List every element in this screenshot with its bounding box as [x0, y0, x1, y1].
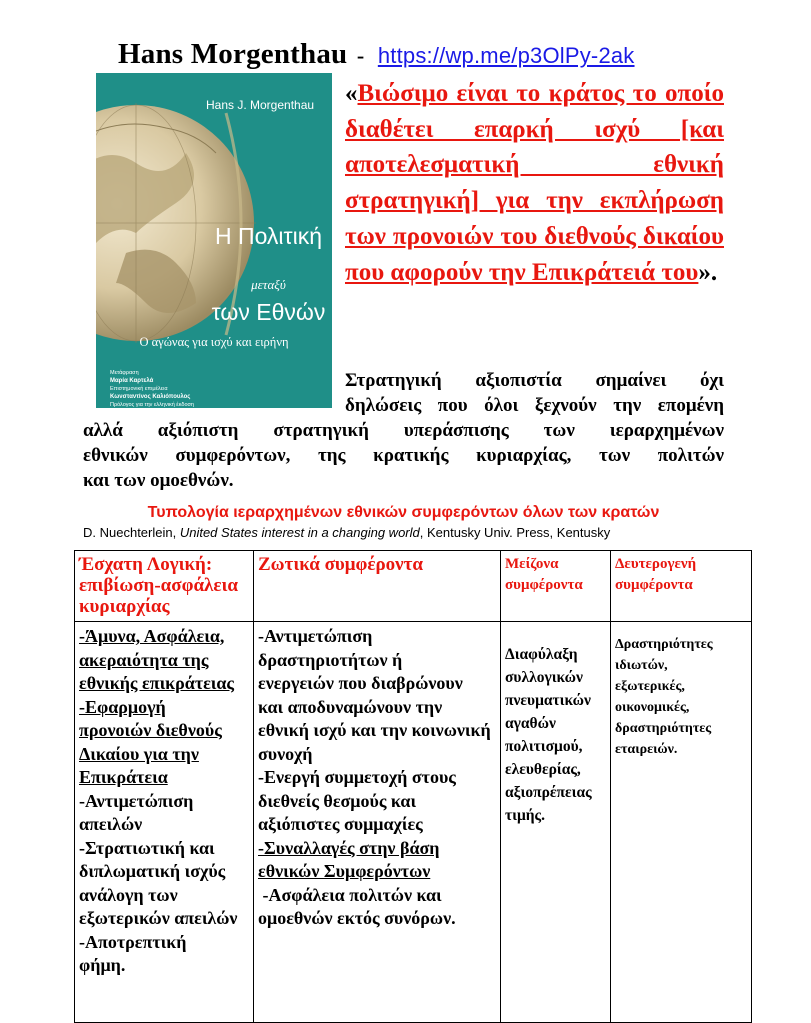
cell-line: οικονομικές,	[615, 700, 690, 715]
cell-line: εθνική ισχύ και την κοινωνική	[258, 720, 491, 740]
cover-author: Hans J. Morgenthau	[206, 98, 315, 112]
survival-cell	[75, 622, 254, 1023]
cell-line: εθνικών Συμφερόντων	[258, 861, 431, 881]
cell-line: εθνικής επικράτειας	[79, 673, 235, 693]
cell-line: -Αντιμετώπιση	[258, 626, 373, 646]
cell-line: αξιόπιστες συμμαχίες	[258, 814, 423, 834]
vital-interests-cell	[254, 622, 501, 1023]
table-header-row	[75, 551, 752, 622]
cell-line: -Άμυνα, Ασφάλεια,	[79, 626, 225, 646]
cell-line: Δραστηριότητες	[615, 637, 713, 652]
credit-role: Επιστημονική επιμέλεια	[110, 386, 168, 392]
cell-line: -Αντιμετώπιση	[79, 790, 194, 811]
cell-line: αξιοπρέπειας	[505, 784, 592, 801]
cell-line: δραστηριοτήτων ή	[258, 649, 403, 670]
major-interests-cell	[501, 622, 611, 1023]
credit-name: Μαρία Καρτελά	[110, 378, 154, 384]
table-header-cell: Ζωτικά συμφέροντα	[254, 551, 501, 622]
cover-title-line3: των Εθνών	[211, 299, 326, 325]
cell-line: εταιρειών.	[615, 742, 678, 757]
cell-line: -Ενεργή συμμετοχή στους	[258, 767, 456, 787]
cell-line: δραστηριότητες	[615, 721, 712, 736]
table-row	[75, 622, 752, 1023]
cell-line: -Ασφάλεια πολιτών και	[258, 884, 442, 905]
cell-line: διεθνείς θεσμούς και	[258, 790, 417, 811]
cell-line: -Στρατιωτική και	[79, 837, 215, 858]
main-quote	[345, 76, 724, 290]
credit-role: Πρόλογος για την ελληνική έκδοση	[110, 402, 194, 408]
page-title	[118, 38, 635, 71]
cell-line: ελευθερίας,	[505, 761, 581, 778]
cover-title-line1: Η Πολιτική	[214, 223, 323, 249]
secondary-interests-cell	[611, 622, 752, 1023]
quote-text: Βιώσιμο είναι το κράτος το οποίο διαθέτει επαρκή ισχύ [και αποτελεσματική εθνική στρατηγική] για την εκπλήρωση των προνοιών του διεθνούς δικαίου που αφορούν την Επικράτειά του	[345, 80, 724, 286]
cell-line: διπλωματική ισχύς	[79, 861, 226, 881]
paragraph-line: και των ομοεθνών.	[83, 470, 234, 491]
cell-line: Δικαίου για την	[79, 743, 199, 764]
title-dash: -	[356, 43, 365, 68]
cell-line: ομοεθνών εκτός συνόρων.	[258, 908, 456, 928]
cover-subtitle: Ο αγώνας για ισχύ και ειρήνη	[139, 335, 289, 349]
table-header-cell: Έσχατη Λογική: επιβίωση-ασφάλεια κυριαρχίας	[75, 551, 254, 622]
title-text: Hans Morgenthau	[118, 38, 348, 70]
paragraph-line: δηλώσεις που όλοι ξεχνούν την επομένη	[345, 395, 724, 416]
cell-line: ακεραιότητα της	[79, 649, 209, 670]
cell-line: συνοχή	[258, 743, 313, 764]
cell-line: πολιτισμού,	[505, 738, 583, 755]
cell-line: απειλών	[79, 814, 143, 834]
book-cover-image	[96, 73, 332, 408]
cell-line: και αποδυναμώνουν την	[258, 696, 443, 717]
cell-line: Επικράτεια	[79, 767, 168, 787]
cell-line: -Αποτρεπτική	[79, 931, 187, 952]
cover-credits-list	[110, 369, 200, 408]
cell-line: ανάλογη των	[79, 884, 178, 905]
cover-title-line2: μεταξύ	[251, 277, 286, 292]
cell-line: -Συναλλαγές στην βάση	[258, 837, 440, 858]
source-book: United States interest in a changing world	[179, 525, 420, 540]
interests-table	[74, 550, 752, 1023]
paragraph-line: Στρατηγική αξιοπιστία σημαίνει όχι	[345, 370, 724, 391]
typology-heading: Τυπολογία ιεραρχημένων εθνικών συμφερόντων όλων των κρατών	[147, 504, 660, 521]
cell-line: τιμής.	[505, 807, 545, 824]
paragraph-line: εθνικών συμφερόντων, της κρατικής κυριαρχίας, των πολιτών	[83, 445, 724, 466]
cell-line: εξωτερικές,	[615, 679, 685, 694]
source-citation	[83, 525, 610, 540]
table-header-cell: Δευτερογενή συμφέροντα	[611, 551, 752, 622]
quote-open: «	[345, 80, 358, 107]
credit-role: Μετάφραση	[110, 370, 139, 376]
table-header-cell: Μείζονα συμφέροντα	[501, 551, 611, 622]
source-rest: , Kentusky Univ. Press, Kentusky	[419, 525, 611, 540]
cell-line: προνοιών διεθνούς	[79, 720, 222, 740]
cell-line: εξωτερικών απειλών	[79, 908, 238, 928]
source-author: D. Nuechterlein,	[83, 525, 180, 540]
credit-name: Κωνσταντίνος Καλιόπουλος	[110, 394, 191, 400]
cell-line: αγαθών	[505, 715, 556, 732]
cell-line: πνευματικών	[505, 692, 591, 709]
cell-line: -Εφαρμογή	[79, 696, 166, 717]
paragraph-line: αλλά αξιόπιστη στρατηγική υπεράσπισης των ιεραρχημένων	[83, 420, 724, 441]
cell-line: Διαφύλαξη	[505, 646, 578, 663]
quote-close: ».	[698, 258, 718, 286]
source-link[interactable]: https://wp.me/p3OlPy-2ak	[377, 43, 635, 68]
cell-line: ενεργειών που διαβρώνουν	[258, 673, 463, 693]
cell-line: ιδιωτών,	[615, 658, 668, 673]
cell-line: φήμη.	[79, 955, 126, 975]
cell-line: συλλογικών	[505, 669, 583, 686]
